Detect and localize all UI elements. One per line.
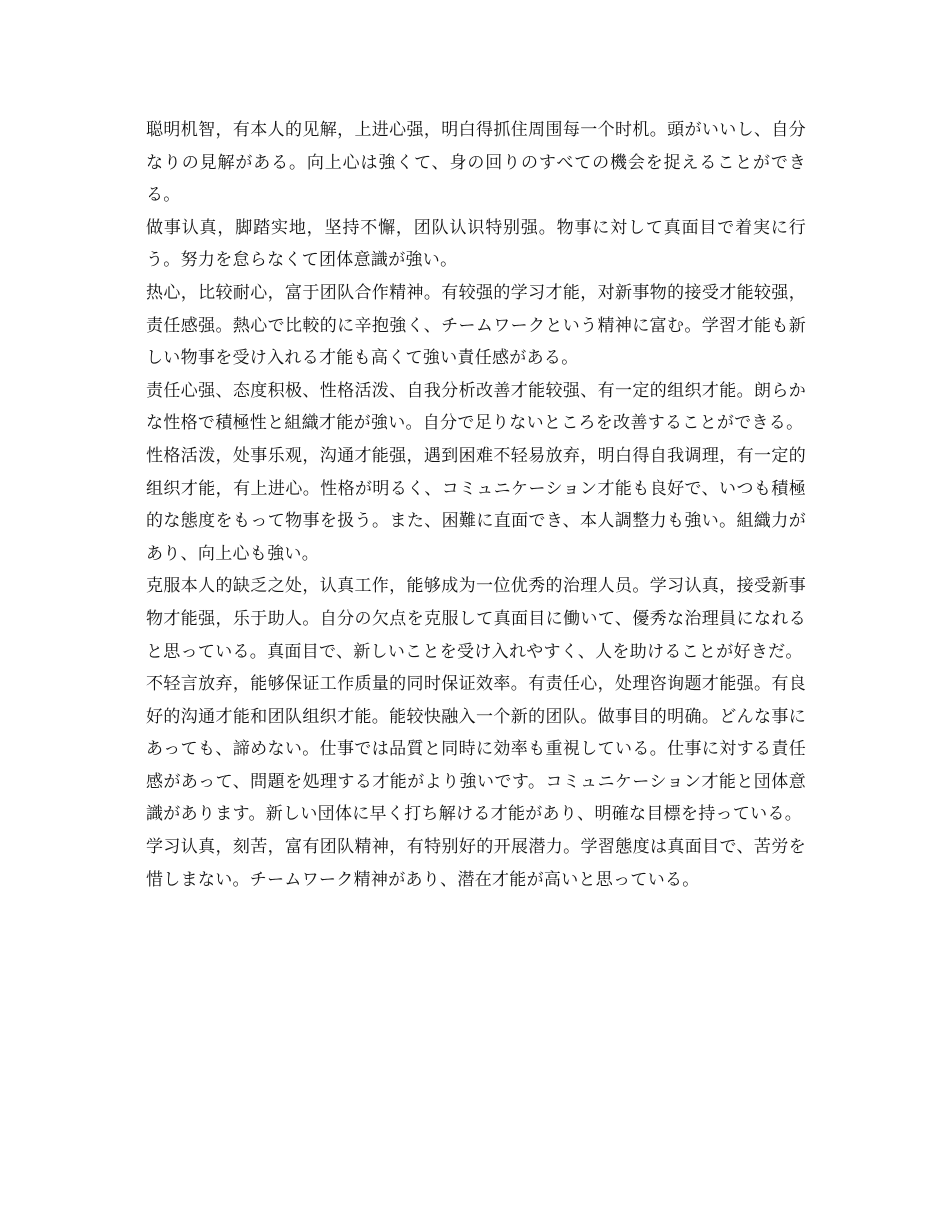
paragraph-7: 不轻言放弃，能够保证工作质量的同时保证效率。有责任心，处理咨询题才能强。有良好的沟通才能和团队组织才能。能较快融入一个新的团队。做事目的明确。どんな事にあっても、諦めない。仕事では品質と同時に効率も重視している。仕事に対する責任感があって、問題を処理する才能がより強いです。コミュニケーション才能と団体意識があります。新しい団体に早く打ち解ける才能があり、明確な目標を持っている。 bbox=[146, 674, 806, 825]
paragraph-1: 聪明机智，有本人的见解，上进心强，明白得抓住周围每一个时机。頭がいいし、自分なりの見解がある。向上心は強くて、身の回りのすべての機会を捉えることができる。 bbox=[146, 120, 806, 206]
paragraph-2: 做事认真，脚踏实地，坚持不懈，团队认识特别强。物事に対して真面目で着実に行う。努力を怠らなくて团体意識が強い。 bbox=[146, 217, 806, 271]
paragraph-3: 热心，比较耐心，富于团队合作精神。有较强的学习才能，对新事物的接受才能较强，责任感强。熱心で比較的に辛抱強く、チームワークという精神に富む。学習才能も新しい物事を受け入れる才能も高くて強い責任感がある。 bbox=[146, 282, 806, 369]
document-body bbox=[146, 114, 806, 896]
paragraph-4: 责任心强、态度积极、性格活泼、自我分析改善才能较强、有一定的组织才能。朗らかな性格で積極性と組織才能が強い。自分で足りないところを改善することができる。 bbox=[146, 380, 806, 434]
paragraph-5: 性格活泼，处事乐观，沟通才能强，遇到困难不轻易放弃，明白得自我调理，有一定的组织才能，有上进心。性格が明るく、コミュニケーション才能も良好で、いつも積極的な態度をもって物事を扱う。また、困難に直面でき、本人調整力も強い。組織力があり、向上心も強い。 bbox=[146, 445, 806, 564]
paragraph-8: 学习认真，刻苦，富有团队精神，有特别好的开展潜力。学習態度は真面目で、苦労を惜しまない。チームワーク精神があり、潜在才能が高いと思っている。 bbox=[146, 837, 806, 890]
paragraph-6: 克服本人的缺乏之处，认真工作，能够成为一位优秀的治理人员。学习认真，接受新事物才能强，乐于助人。自分の欠点を克服して真面目に働いて、優秀な治理員になれると思っている。真面目で、新しいことを受け入れやすく、人を助けることが好きだ。 bbox=[146, 576, 806, 662]
